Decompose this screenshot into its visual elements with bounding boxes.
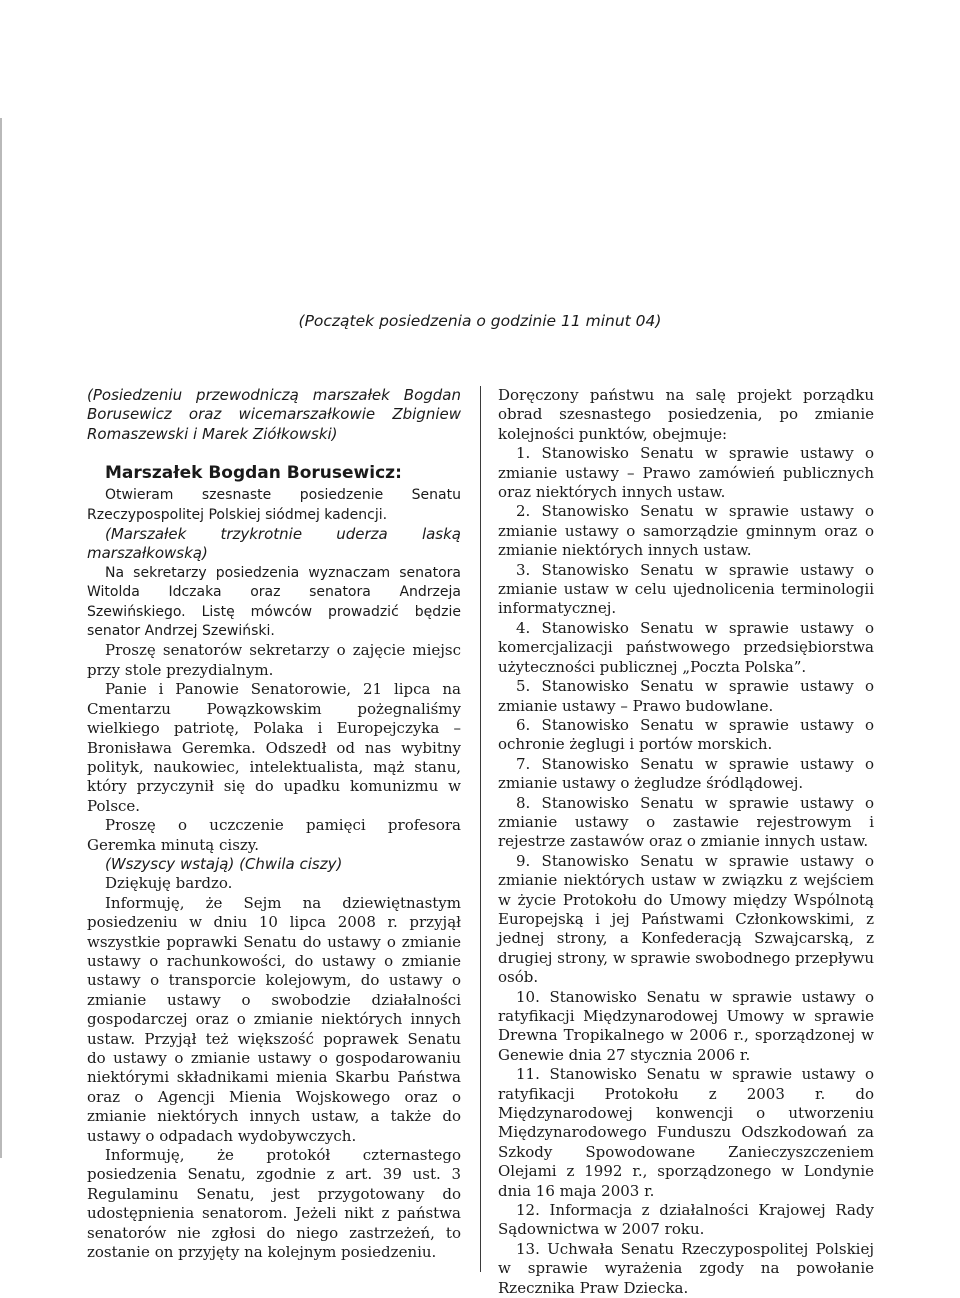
agenda-item: 10. Stanowisko Senatu w sprawie ustawy o ratyfikacji Międzynarodowej Umowy w sprawie Drewna Tropikalnego w 2006 r., sporządzonej w Genewie dnia 27 stycznia 2006 r. — [498, 987, 874, 1064]
agenda-item: 6. Stanowisko Senatu w sprawie ustawy o ochronie żeglugi i portów morskich. — [498, 715, 874, 754]
speaker-heading: Marszałek Bogdan Borusewicz: — [105, 463, 402, 484]
left-column — [87, 386, 461, 1262]
paragraph: Informuję, że Sejm na dziewiętnastym posiedzeniu w dniu 10 lipca 2008 r. przyjął wszystkie poprawki Senatu do ustawy o zmianie ustawy o rachunkowości, do ustawy o zmianie ustawy o transporcie kolejowym, do ustawy o zmianie ustawy o swobodzie działalności gospodarczej oraz o zmianie niektórych innych ustaw. Przyjął też większość poprawek Senatu do ustawy o zmianie ustawy o gospodarowaniu niektórymi składnikami mienia Skarbu Państwa oraz o Agencji Mienia Wojskowego oraz o zmianie niektórych innych ustaw, a także do ustawy o odpadach wydobywczych. — [87, 893, 461, 1145]
stage-direction: (Wszyscy wstają) (Chwila ciszy) — [105, 854, 343, 873]
paragraph: Otwieram szesnaste posiedzenie Senatu Rzeczypospolitej Polskiej siódmej kadencji. — [87, 487, 461, 523]
session-start-note: (Początek posiedzenia o godzinie 11 minut 04) — [298, 312, 662, 330]
agenda-item: 1. Stanowisko Senatu w sprawie ustawy o zmianie ustawy – Prawo zamówień publicznych oraz niektórych innych ustaw. — [498, 444, 874, 502]
agenda-item: 5. Stanowisko Senatu w sprawie ustawy o zmianie ustawy – Prawo budowlane. — [498, 677, 874, 715]
column-divider — [480, 386, 481, 1272]
paragraph: Panie i Panowie Senatorowie, 21 lipca na Cmentarzu Powązkowskim pożegnaliśmy wielkiego patriotę, Polaka i Europejczyka – Bronisława Geremka. Odszedł od nas wybitny polityk, naukowiec, intelektualista, mąż stanu, który przyczynił się do upadku komunizmu w Polsce. — [87, 680, 461, 815]
agenda-item: 13. Uchwała Senatu Rzeczypospolitej Polskiej w sprawie wyrażenia zgody na powołanie Rzecznika Praw Dziecka. — [498, 1239, 874, 1297]
agenda-item: 7. Stanowisko Senatu w sprawie ustawy o zmianie ustawy o żegludze śródlądowej. — [498, 754, 874, 793]
paragraph: Na sekretarzy posiedzenia wyznaczam senatora Witolda Idczaka oraz senatora Andrzeja Szewińskiego. Listę mówców prowadzić będzie senator Andrzej Szewiński. — [87, 564, 461, 640]
paragraph: Proszę senatorów sekretarzy o zajęcie miejsc przy stole prezydialnym. — [87, 641, 461, 679]
chair-note: (Posiedzeniu przewodniczą marszałek Bogdan Borusewicz oraz wicemarszałkowie Zbigniew Romaszewski i Marek Ziółkowski) — [87, 386, 461, 443]
agenda-intro: Doręczony państwu na salę projekt porządku obrad szesnastego posiedzenia, po zmianie kolejności punktów, obejmuje: — [498, 386, 874, 443]
agenda-item: 2. Stanowisko Senatu w sprawie ustawy o zmianie ustawy o samorządzie gminnym oraz o zmianie niektórych innych ustaw. — [498, 502, 874, 560]
agenda-item: 4. Stanowisko Senatu w sprawie ustawy o komercjalizacji państwowego przedsiębiorstwa użyteczności publicznej „Poczta Polska”. — [498, 618, 874, 676]
left-margin-rule — [0, 118, 2, 1158]
agenda-item: 3. Stanowisko Senatu w sprawie ustawy o zmianie ustaw w celu ujednolicenia terminologii informatycznej. — [498, 560, 874, 618]
paragraph: Dziękuję bardzo. — [105, 874, 233, 893]
paragraph: Proszę o uczczenie pamięci profesora Geremka minutą ciszy. — [87, 816, 461, 854]
agenda-item: 11. Stanowisko Senatu w sprawie ustawy o ratyfikacji Protokołu z 2003 r. do Międzynarodowej konwencji o utworzeniu Międzynarodowego Funduszu Odszkodowań za Szkody Spowodowane Zanieczyszczeniem Olejami z 1992 r., sporządzonego w Londynie dnia 16 maja 2003 r. — [498, 1065, 874, 1200]
agenda-item: 8. Stanowisko Senatu w sprawie ustawy o zmianie ustawy o zastawie rejestrowym i rejestrze zastawów oraz o zmianie innych ustaw. — [498, 793, 874, 851]
agenda-item: 9. Stanowisko Senatu w sprawie ustawy o zmianie niektórych ustaw w związku z wejściem w życie Protokołu do Umowy między Wspólnotą Europejską i jej Państwami Członkowskimi, z jednej strony, a Konfederacją Szwajcarską, z drugiej strony, w sprawie swobodnego przepływu osób. — [498, 851, 874, 987]
right-column — [498, 386, 874, 1298]
stage-direction: (Marszałek trzykrotnie uderza laską marszałkowską) — [87, 525, 461, 563]
paragraph: Informuję, że protokół czternastego posiedzenia Senatu, zgodnie z art. 39 ust. 3 Regulaminu Senatu, jest przygotowany do udostępnienia senatorom. Jeżeli nikt z państwa senatorów nie zgłosi do niego zastrzeżeń, to zostanie on przyjęty na kolejnym posiedzeniu. — [87, 1146, 461, 1262]
agenda-item: 12. Informacja z działalności Krajowej Rady Sądownictwa w 2007 roku. — [498, 1201, 874, 1239]
